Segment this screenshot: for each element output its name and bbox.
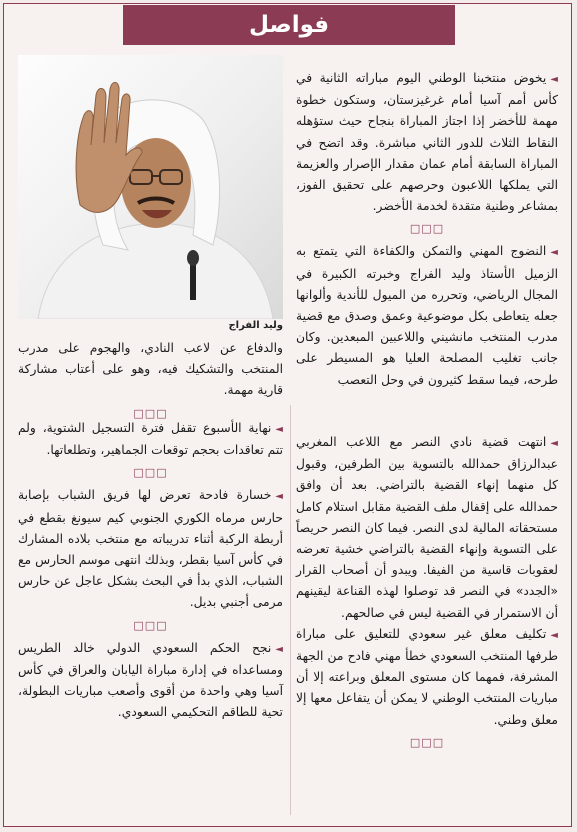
bullet-icon: ◄ xyxy=(550,74,558,85)
right-column-top xyxy=(296,68,558,391)
article-paragraph: ◄نهاية الأسبوع تقفل فترة التسجيل الشتوية، ولم تتم تعاقدات بحجم توقعات الجماهير، وتطلعاتها. xyxy=(18,421,283,458)
columnist-photo xyxy=(18,55,283,319)
article-paragraph: ◄انتهت قضية نادي النصر مع اللاعب المغربي عبدالرزاق حمدالله بالتسوية بين الطرفين، وقبول كل منهما إنهاء القضية بالتراضي. بعد أن وافق حمدالله على إقفال ملف القضية مقابل استلام كامل مستحقاته المالية لدى النصر. فيما كان النصر حريصاً على التسوية وإنهاء القضية بالتراضي خشية تعرضه لعقوبات قاسية من الفيفا. ويبدو أن أصحاب القرار «الجدد» في النصر قد توصلوا لهذه القناعة ليقينهم أن الاستمرار في القضية ليس في صالحهم. xyxy=(296,435,558,620)
person-illustration xyxy=(18,55,283,319)
bullet-icon: ◄ xyxy=(550,247,558,259)
separator-icon: □□□ xyxy=(133,466,168,480)
bullet-icon: ◄ xyxy=(275,491,283,503)
article-paragraph: ◄يخوض منتخبنا الوطني اليوم مباراته الثانية في كأس أمم آسيا أمام غرغيزستان، وستكون خطوة مهمة للأخضر إذا اجتاز المباراة بنجاح حيث ستؤهله النقاط الثلاث للدور الثاني مباشرة. وقد اتضح في المباراة السابقة أمام عمان مقدار الإصرار والعزيمة التي يملكها اللاعبون وحرصهم على تحقيق الفوز، بمشاعر وطنية متقدة لخدمة الأخضر. xyxy=(296,71,558,214)
column-divider xyxy=(290,405,291,815)
article-paragraph: ◄تكليف معلق غير سعودي للتعليق على مباراة طرفها المنتخب السعودي خطأ مهني فادح من الجهة المشرفة، فمهما كان مستوى المعلق وبراعته إلا أن مباريات المنتخب الوطني لا يمكن أن يتفاعل معها إلا معلق وطني. xyxy=(296,626,558,727)
bullet-icon: ◄ xyxy=(275,424,283,435)
photo-caption: وليد الفراج xyxy=(228,320,283,331)
section-title: فواصل xyxy=(248,12,330,38)
bullet-icon: ◄ xyxy=(550,629,558,641)
bullet-icon: ◄ xyxy=(275,643,283,655)
bullet-icon: ◄ xyxy=(550,438,558,449)
section-header xyxy=(123,5,455,45)
right-column-bottom xyxy=(296,432,558,755)
left-column-top xyxy=(18,338,283,426)
article-paragraph: ◄نجح الحكم السعودي الدولي خالد الطريس ومساعداه في إدارة مباراة اليابان والعراق في كأس آسيا وهي واحدة من أقوى وأصعب مباريات البطولة، تحية للطاقم التحكيمي السعودي. xyxy=(18,640,283,720)
separator-icon: □□□ xyxy=(409,735,445,749)
left-column-bottom xyxy=(18,418,283,723)
separator-icon: □□□ xyxy=(409,222,445,236)
article-paragraph: والدفاع عن لاعب النادي، والهجوم على مدرب المنتخب والتشكيك فيه، وهو على أعتاب مشاركة قارية مهمة. xyxy=(18,341,283,398)
separator-icon: □□□ xyxy=(133,406,168,420)
separator-icon: □□□ xyxy=(133,618,168,632)
article-paragraph: ◄خسارة فادحة تعرض لها فريق الشباب بإصابة حارس مرماه الكوري الجنوبي كيم سيونغ بقطع في أربطة الركبة أثناء تدريباته مع منتخب بلاده المشارك في كأس آسيا بقطر، وبذلك انتهى موسم الحارس مع الشباب، الذي بدأ في البحث بشكل عاجل عن حارس مرمى أجنبي بديل. xyxy=(18,488,283,610)
article-paragraph: ◄النضوج المهني والتمكن والكفاءة التي يتمتع به الزميل الأستاذ وليد الفراج وخبرته الكبيرة في المجال الرياضي، وتحرره من الميول للأندية وألوانها جعله يتعاطى بكل موضوعية وعمق وصدق مع قضية مدرب المنتخب مانشيني واللاعبين المبعدين. وكان جانب تغليب المصلحة العليا هو المسيطر على طرحه، فيما سقط كثيرون في وحل التعصب xyxy=(296,244,558,387)
